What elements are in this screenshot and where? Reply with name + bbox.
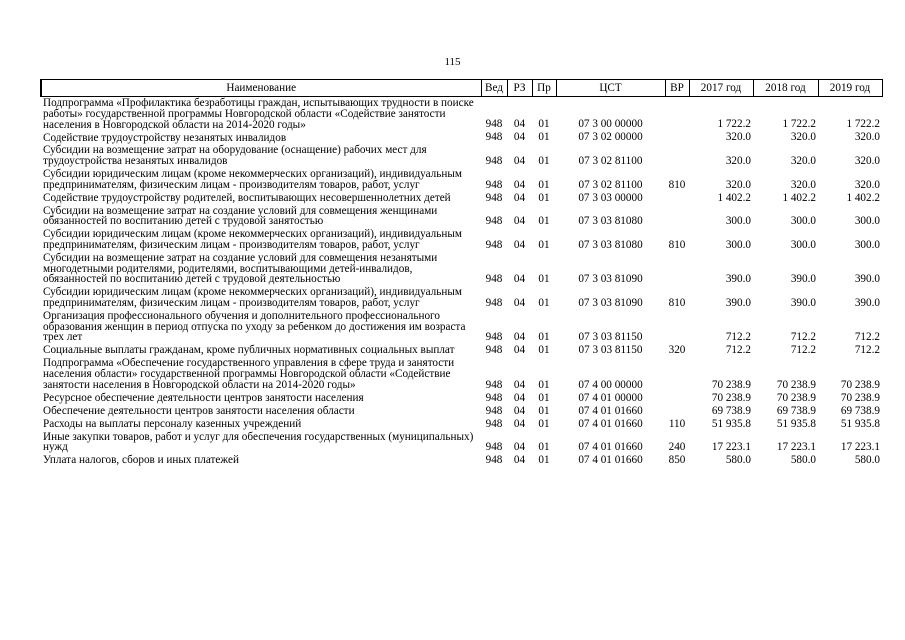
header-vr: ВР [665, 80, 689, 97]
cell-vr [665, 131, 689, 144]
page-number: 115 [444, 56, 461, 68]
cell-cst: 07 3 02 81100 [578, 154, 643, 167]
cell-2019: 320.0 [854, 178, 880, 191]
cell-2017: 70 238.9 [711, 391, 751, 404]
cell-2017: 580.0 [725, 454, 751, 467]
cell-rz: 04 [513, 391, 526, 404]
cell-ved: 948 [485, 238, 503, 251]
cell-ved: 948 [485, 344, 503, 357]
cell-ved: 948 [485, 296, 503, 309]
budget-table [40, 79, 883, 467]
cell-2017: 390.0 [725, 273, 751, 286]
cell-2019: 1 402.2 [846, 191, 880, 204]
cell-vr [665, 192, 689, 205]
cell-2017: 390.0 [725, 296, 751, 309]
cell-rz: 04 [513, 154, 526, 167]
cell-cst: 07 4 01 01660 [578, 404, 643, 417]
cell-vr [665, 252, 689, 286]
cell-ved: 948 [485, 441, 503, 454]
cell-2017: 320.0 [725, 178, 751, 191]
table-row [41, 405, 882, 418]
cell-pr: 01 [538, 404, 550, 417]
cell-name: Субсидии юридическим лицам (кроме некоммерческих организаций), индивидуальным предпринимателям, физическим лицам - производителям товаров, работ, услуг [43, 286, 462, 309]
table-row [41, 97, 882, 132]
cell-2017: 69 738.9 [711, 404, 751, 417]
cell-2017: 51 935.8 [711, 417, 751, 430]
cell-cst: 07 3 03 81080 [578, 215, 643, 228]
cell-pr: 01 [538, 344, 550, 357]
cell-2017: 1 402.2 [717, 191, 751, 204]
cell-cst: 07 3 00 00000 [578, 118, 643, 131]
cell-rz: 04 [513, 178, 526, 191]
cell-cst: 07 4 01 01660 [578, 441, 643, 454]
cell-2019: 1 722.2 [846, 118, 880, 131]
cell-2017: 712.2 [725, 344, 751, 357]
cell-2018: 320.0 [790, 154, 816, 167]
table-header [41, 80, 882, 97]
cell-2017: 320.0 [725, 131, 751, 144]
cell-cst: 07 3 03 81080 [578, 238, 643, 251]
cell-2019: 712.2 [854, 331, 880, 344]
cell-rz: 04 [513, 417, 526, 430]
cell-vr: 110 [668, 417, 686, 430]
cell-2018: 1 402.2 [782, 191, 816, 204]
cell-2019: 390.0 [854, 296, 880, 309]
cell-2018: 390.0 [790, 273, 816, 286]
cell-name: Субсидии на возмещение затрат на создание условий для совмещения незанятыми многодетными родителями, родителями, воспитывающими детей-инвалидов, обязанностей по воспитанию детей с трудовой деятельностью [43, 251, 438, 286]
header-cst: ЦСТ [556, 80, 665, 97]
cell-2019: 712.2 [854, 344, 880, 357]
cell-rz: 04 [513, 331, 526, 344]
cell-rz: 04 [513, 131, 526, 144]
table-row [41, 431, 882, 455]
cell-ved: 948 [485, 404, 503, 417]
cell-cst: 07 3 03 81150 [578, 331, 643, 344]
cell-ved: 948 [485, 273, 503, 286]
cell-name: Субсидии на возмещение затрат на оборудование (оснащение) рабочих мест для трудоустройства незанятых инвалидов [43, 144, 427, 168]
cell-2019: 320.0 [854, 154, 880, 167]
table-row [41, 168, 882, 192]
header-2018: 2018 год [753, 80, 818, 97]
cell-pr: 01 [538, 215, 550, 228]
header-ved: Вед [481, 80, 507, 97]
cell-2018: 70 238.9 [776, 378, 816, 391]
cell-2018: 69 738.9 [776, 404, 816, 417]
cell-pr: 01 [538, 191, 550, 204]
cell-cst: 07 4 01 01660 [578, 417, 643, 430]
cell-ved: 948 [485, 454, 503, 467]
cell-vr [665, 310, 689, 344]
table-row [41, 192, 882, 205]
cell-rz: 04 [513, 215, 526, 228]
cell-rz: 04 [513, 378, 526, 391]
cell-cst: 07 3 03 81090 [578, 296, 643, 309]
cell-ved: 948 [485, 378, 503, 391]
header-2017: 2017 год [689, 80, 753, 97]
cell-name: Организация профессионального обучения и дополнительного профессионального образования женщин в период отпуска по уходу за ребенком до достижения им возраста трех лет [43, 309, 466, 344]
cell-vr [665, 405, 689, 418]
cell-2019: 70 238.9 [840, 378, 880, 391]
cell-2018: 300.0 [790, 238, 816, 251]
cell-name: Уплата налогов, сборов и иных платежей [43, 454, 239, 467]
cell-2018: 320.0 [790, 131, 816, 144]
table-row [41, 228, 882, 252]
cell-ved: 948 [485, 154, 503, 167]
cell-2018: 712.2 [790, 331, 816, 344]
cell-rz: 04 [513, 238, 526, 251]
cell-cst: 07 3 02 00000 [578, 131, 643, 144]
cell-2019: 580.0 [854, 454, 880, 467]
cell-rz: 04 [513, 191, 526, 204]
cell-cst: 07 4 01 01660 [578, 454, 643, 467]
cell-name: Подпрограмма «Профилактика безработицы граждан, испытывающих трудности в поиске работы» государственной программы Новгородской области «Содействие занятости населения в Новгородской области на 2014-2020 годы» [43, 97, 474, 131]
cell-cst: 07 4 01 00000 [578, 391, 643, 404]
cell-2019: 300.0 [854, 215, 880, 228]
cell-pr: 01 [538, 296, 550, 309]
cell-2017: 1 722.2 [717, 118, 751, 131]
cell-2018: 1 722.2 [782, 118, 816, 131]
cell-vr: 810 [668, 238, 686, 251]
cell-name: Субсидии на возмещение затрат на создание условий для совмещения женщинами обязанностей по воспитанию детей с трудовой занятостью [43, 204, 438, 228]
cell-cst: 07 3 03 81150 [578, 344, 643, 357]
cell-2018: 17 223.1 [776, 441, 816, 454]
cell-pr: 01 [538, 331, 550, 344]
cell-2017: 17 223.1 [711, 441, 751, 454]
cell-2019: 51 935.8 [840, 417, 880, 430]
cell-cst: 07 3 03 00000 [578, 191, 643, 204]
cell-2017: 320.0 [725, 154, 751, 167]
cell-vr [665, 357, 689, 391]
table-row [41, 286, 882, 310]
header-2019: 2019 год [818, 80, 882, 97]
cell-name: Субсидии юридическим лицам (кроме некоммерческих организаций), индивидуальным предпринимателям, физическим лицам - производителям товаров, работ, услуг [43, 167, 462, 191]
cell-pr: 01 [538, 273, 550, 286]
cell-pr: 01 [538, 118, 550, 131]
cell-2018: 320.0 [790, 178, 816, 191]
table-row [41, 131, 882, 144]
cell-vr [665, 392, 689, 405]
cell-rz: 04 [513, 296, 526, 309]
cell-2018: 300.0 [790, 215, 816, 228]
cell-ved: 948 [485, 131, 503, 144]
table-row [41, 454, 882, 467]
cell-2017: 712.2 [725, 331, 751, 344]
cell-ved: 948 [485, 331, 503, 344]
cell-2017: 300.0 [725, 238, 751, 251]
cell-2019: 70 238.9 [840, 391, 880, 404]
cell-rz: 04 [513, 118, 526, 131]
cell-rz: 04 [513, 454, 526, 467]
cell-name: Содействие трудоустройству незанятых инвалидов [43, 131, 287, 144]
cell-rz: 04 [513, 441, 526, 454]
cell-vr: 810 [668, 296, 686, 309]
cell-pr: 01 [538, 417, 550, 430]
cell-name: Социальные выплаты гражданам, кроме публичных нормативных социальных выплат [43, 344, 455, 357]
cell-vr: 240 [668, 441, 686, 454]
cell-pr: 01 [538, 391, 550, 404]
cell-ved: 948 [485, 417, 503, 430]
cell-cst: 07 3 02 81100 [578, 178, 643, 191]
cell-pr: 01 [538, 178, 550, 191]
cell-vr: 320 [668, 344, 686, 357]
cell-ved: 948 [485, 215, 503, 228]
cell-2019: 300.0 [854, 238, 880, 251]
header-name: Наименование [41, 80, 481, 97]
cell-pr: 01 [538, 238, 550, 251]
table-row [41, 392, 882, 405]
cell-rz: 04 [513, 404, 526, 417]
cell-rz: 04 [513, 273, 526, 286]
cell-name: Субсидии юридическим лицам (кроме некоммерческих организаций), индивидуальным предпринимателям, физическим лицам - производителям товаров, работ, услуг [43, 228, 462, 251]
cell-2017: 70 238.9 [711, 378, 751, 391]
cell-name: Ресурсное обеспечение деятельности центров занятости населения [43, 391, 364, 404]
table-row [41, 310, 882, 344]
table-row [41, 144, 882, 168]
table-row [41, 252, 882, 286]
cell-vr [665, 205, 689, 229]
cell-pr: 01 [538, 154, 550, 167]
cell-2018: 712.2 [790, 344, 816, 357]
cell-2019: 390.0 [854, 273, 880, 286]
table-row [41, 344, 882, 357]
cell-cst: 07 3 03 81090 [578, 273, 643, 286]
cell-name: Содействие трудоустройству родителей, воспитывающих несовершеннолетних детей [43, 191, 451, 204]
cell-name: Расходы на выплаты персоналу казенных учреждений [43, 417, 302, 430]
table-body [41, 97, 882, 468]
cell-ved: 948 [485, 118, 503, 131]
table-row [41, 205, 882, 229]
cell-2017: 300.0 [725, 215, 751, 228]
cell-2018: 70 238.9 [776, 391, 816, 404]
cell-vr [665, 97, 689, 132]
cell-vr: 810 [668, 178, 686, 191]
cell-2018: 390.0 [790, 296, 816, 309]
table-row [41, 357, 882, 391]
cell-pr: 01 [538, 131, 550, 144]
header-pr: Пр [532, 80, 556, 97]
cell-2018: 580.0 [790, 454, 816, 467]
cell-vr [665, 144, 689, 168]
cell-ved: 948 [485, 191, 503, 204]
cell-name: Иные закупки товаров, работ и услуг для обеспечения государственных (муниципальных) нужд [43, 430, 474, 454]
cell-ved: 948 [485, 391, 503, 404]
cell-pr: 01 [538, 441, 550, 454]
cell-ved: 948 [485, 178, 503, 191]
cell-rz: 04 [513, 344, 526, 357]
cell-2019: 320.0 [854, 131, 880, 144]
cell-name: Обеспечение деятельности центров занятости населения области [43, 404, 355, 417]
cell-vr: 850 [668, 454, 686, 467]
cell-cst: 07 4 00 00000 [578, 378, 643, 391]
cell-pr: 01 [538, 378, 550, 391]
cell-2018: 51 935.8 [776, 417, 816, 430]
cell-2019: 17 223.1 [840, 441, 880, 454]
cell-name: Подпрограмма «Обеспечение государственного управления в сфере труда и занятости населения области» государственной программы Новгородской области «Содействие занятости населения в Новгородской области на 2014-2020 годы» [43, 357, 455, 391]
cell-2019: 69 738.9 [840, 404, 880, 417]
header-rz: РЗ [507, 80, 532, 97]
cell-pr: 01 [538, 454, 550, 467]
table-row [41, 418, 882, 431]
